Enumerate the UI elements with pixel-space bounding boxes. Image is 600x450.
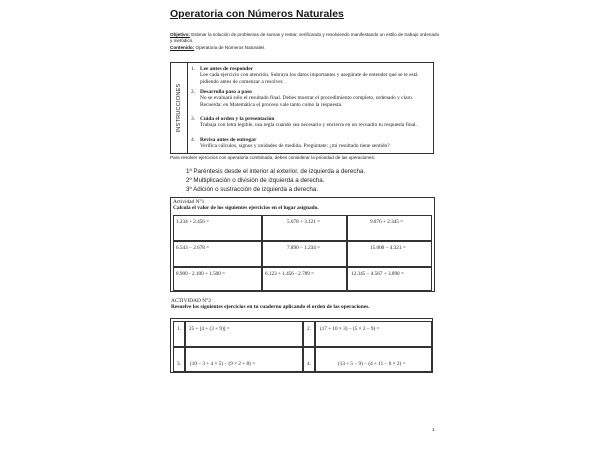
item-number-cell <box>173 347 185 372</box>
item-number-cell <box>173 321 185 347</box>
exercise-cell[interactable] <box>262 267 347 291</box>
activity-1-header <box>173 199 319 212</box>
step-title: Revisa antes de entregar <box>200 137 257 143</box>
exercise-text: 25 + [4 + (3 + 9)] = <box>189 326 230 332</box>
item-number: 1. <box>177 326 181 332</box>
activity-2-header <box>171 298 370 311</box>
content-text: Operatoria de Números Naturales <box>194 45 265 50</box>
exercise-text: 5.678 + 3.121 = <box>287 219 321 225</box>
priority-intro: Para resolver ejercicios con operatoria combinada, debes considerar la prioridad de las operaciones: <box>170 155 376 160</box>
exercise-cell[interactable] <box>262 241 347 267</box>
objective-label: Objetivo: <box>170 32 190 37</box>
exercise-cell[interactable] <box>185 321 303 347</box>
exercise-text: (10 − 3 + 4 × 5) − (9 × 2 + 8) = <box>190 361 255 367</box>
item-number: 4. <box>307 361 311 367</box>
exercise-cell[interactable] <box>347 241 432 267</box>
step-text: No se evaluará sólo el resultado final. Debes mostrar el procedimiento completo, ordenado y claro. Recuerda: en Matemática el proceso vale tanto como la respuesta. <box>200 95 414 108</box>
exercise-text: 15.000 − 4.321 = <box>370 245 406 251</box>
page-title: Operatoria con Números Naturales <box>170 8 344 20</box>
activity-2-label: ACTIVIDAD N°2 <box>171 298 212 304</box>
instructions-box <box>170 62 434 154</box>
exercise-cell[interactable] <box>173 241 262 267</box>
step-text: Lee cada ejercicio con atención. Subraya los datos importantes y asegúrate de entender qué se te está pidiendo antes de comenzar a resolver. <box>200 72 418 85</box>
item-number: 3. <box>177 361 181 367</box>
exercise-cell[interactable] <box>185 347 303 372</box>
exercise-cell[interactable] <box>315 347 432 372</box>
step-text: Trabaja con letra legible, usa regla cuando sea necesario y encierra en un recuadro tu respuesta final. <box>200 122 417 129</box>
step-title: Cuida el orden y la presentación <box>200 116 275 122</box>
priority-rule-2: 2º Multiplicación o división de izquierda a derecha. <box>186 177 325 184</box>
activity-2 <box>170 318 433 373</box>
exercise-text: 12.345 − 4.567 + 3.890 = <box>351 271 404 277</box>
exercise-cell[interactable] <box>173 215 262 241</box>
page-number: 1 <box>432 427 435 432</box>
exercise-cell[interactable] <box>173 267 262 291</box>
step-number: 4. <box>191 137 196 143</box>
objective-text: Estimar la solución de problemas de sumas y restar, verificando y resolviendo manifestando un estilo de trabajo ordenado y metódico. <box>170 32 440 43</box>
activity-1-label: Actividad N°1 <box>173 199 205 205</box>
instructions-side <box>171 63 188 153</box>
step-text: Verifica cálculos, signos y unidades de medida. Pregúntate: ¿mi resultado tiene sentido? <box>200 143 390 150</box>
priority-rule-3: 3º Adición o sustracción de izquierda a derecha. <box>186 186 318 193</box>
step-number: 3. <box>191 116 196 122</box>
exercise-text: 1.234 + 2.456 = <box>176 219 210 225</box>
step-number: 1. <box>191 66 196 72</box>
instructions-side-label: INSTRUCCIONES <box>176 83 182 133</box>
exercise-text: 9.876 + 2.345 = <box>370 219 404 225</box>
exercise-cell[interactable] <box>347 267 432 291</box>
item-number: 2. <box>307 326 311 332</box>
step-title: Desarrolla paso a paso <box>200 89 252 95</box>
exercise-text: 7.890 − 1.234 = <box>287 245 321 251</box>
activity-1-instruction: Calcula el valor de los siguientes ejercicios en el lugar asignado. <box>173 205 319 212</box>
exercise-cell[interactable] <box>262 215 347 241</box>
exercise-text: 6.123 + 1.456 - 2.789 = <box>265 271 315 277</box>
activity-1 <box>170 197 435 292</box>
exercise-text: 6.543 − 2.678 = <box>176 245 210 251</box>
content-label: Contenido: <box>170 45 195 50</box>
priority-rule-1: 1º Paréntesis desde el interior al exterior, de izquierda a derecha. <box>186 168 366 175</box>
activity-2-instruction: Resuelve los siguientes ejercicios en tu cuaderno aplicando el orden de las operaciones. <box>171 304 370 311</box>
exercise-cell[interactable] <box>347 215 432 241</box>
step-number: 2. <box>191 89 196 95</box>
exercise-text: (17 + 10 × 3) − (5 × 2 − 9) = <box>320 326 380 332</box>
item-number-cell <box>303 347 315 372</box>
step-title: Lee antes de responder <box>200 66 254 72</box>
exercise-cell[interactable] <box>315 321 432 347</box>
item-number-cell <box>303 321 315 347</box>
objective <box>170 32 442 44</box>
content <box>170 45 264 50</box>
exercise-text: 8.900 - 2.100 + 1.500 = <box>176 271 226 277</box>
exercise-text: (13 + 5 − 9) − (4 + 11 − 6 × 2) = <box>338 361 406 367</box>
